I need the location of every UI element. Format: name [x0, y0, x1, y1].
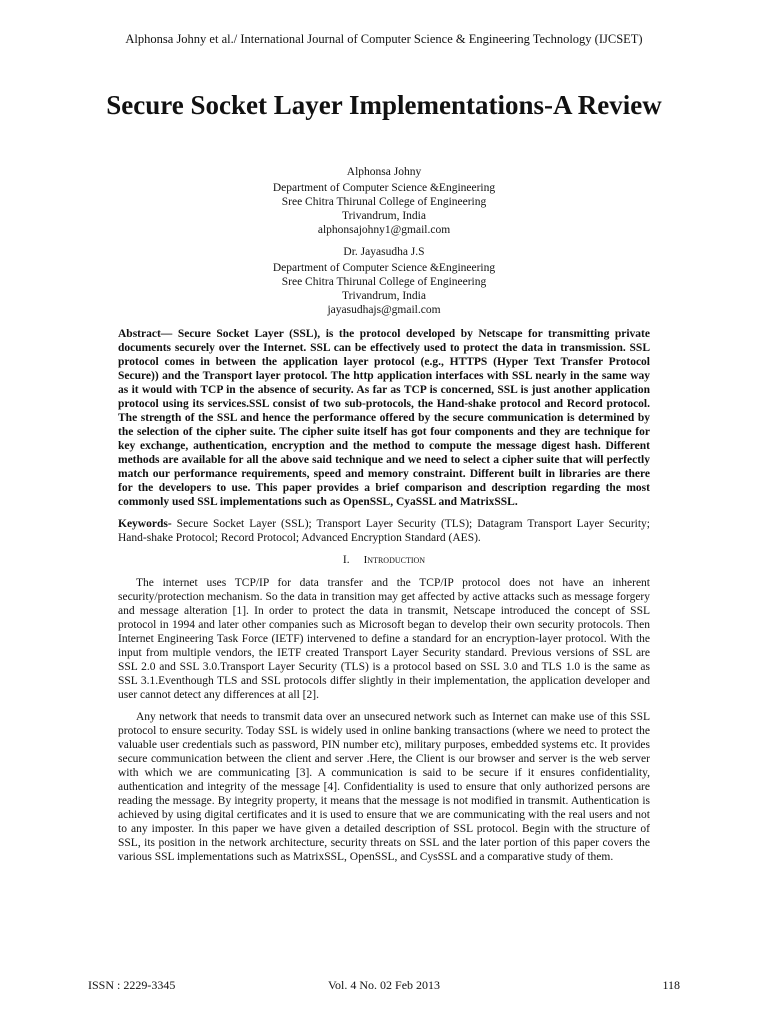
author-block	[160, 165, 608, 237]
author-department: Department of Computer Science &Engineering	[272, 182, 496, 194]
keywords	[118, 517, 650, 545]
author-email: jayasudhajs@gmail.com	[327, 304, 441, 316]
section-title: Introduction	[363, 554, 426, 566]
author-block	[160, 245, 608, 317]
author-college: Sree Chitra Thirunal College of Engineering	[281, 276, 487, 288]
section-number: I.	[342, 554, 350, 566]
keywords-label: Keywords-	[118, 518, 172, 530]
author-location: Trivandrum, India	[342, 210, 426, 222]
author-name: Alphonsa Johny	[346, 166, 422, 178]
paper-body	[118, 327, 650, 872]
footer-issn: ISSN : 2229-3345	[88, 978, 176, 992]
author-name: Dr. Jayasudha J.S	[343, 246, 425, 258]
author-email: alphonsajohny1@gmail.com	[317, 224, 451, 236]
author-college: Sree Chitra Thirunal College of Engineering	[281, 196, 487, 208]
section-heading	[118, 553, 650, 567]
author-department: Department of Computer Science &Engineering	[272, 262, 496, 274]
paper-title: Secure Socket Layer Implementations-A Review	[106, 90, 662, 120]
intro-paragraph-1: The internet uses TCP/IP for data transfer and the TCP/IP protocol does not have an inherent security/protection mechanism. So the data in transition may get affected by active attacks such as message forgery and message alteration [1]. In order to protect the data in transmit, Netscape introduced the concept of SSL protocol in 1994 and later other companies such as Microsoft began to develop their own security protocols. Then Internet Engineering Task Force (IETF) intervened to define a standard for an encryption-layer protocol. With the input from multiple vendors, the IETF created Transport Layer Security standard. Previous versions of SSL are SSL 2.0 and SSL 3.0.Transport Layer Security (TLS) is a protocol based on SSL 3.0 and TLS 1.0 is the same as SSL 3.1.Eventhough TLS and SSL protocols differ slightly in their implementation, the application developer and user cannot detect any differences at all [2].	[118, 577, 650, 701]
abstract: Abstract— Secure Socket Layer (SSL), is the protocol developed by Netscape for transmitting private documents securely over the Internet. SSL can be effectively used to protect the data in transmission. SSL protocol comes in between the application layer protocol (e.g., HTTPS (Hyper Text Transfer Protocol Secure)) and the Transport layer protocol. The http application interfaces with SSL nearly in the same way as it would with TCP in the absence of security. As far as TCP is concerned, SSL is just another application protocol using its services.SSL consist of two sub-protocols, the Hand-shake protocol and Record protocol. The strength of the SSL and hence the performance offered by the secure communication is determined by the selection of the cipher suite. The cipher suite itself has got four components and they are technique for key exchange, authentication, encryption and the method to compute the message digest hash. Different methods are available for all the above said technique and we need to select a cipher suite that will perfectly match our performance requirements, speed and memory constraint. Different built in libraries are there for the developers to use. This paper provides a brief comparison and description regarding the most commonly used SSL implementations such as OpenSSL, CyaSSL and MatrixSSL.	[118, 328, 650, 508]
author-list	[160, 165, 608, 325]
running-header: Alphonsa Johny et al./ International Journal of Computer Science & Engineering Technology (IJCSET)	[125, 32, 643, 46]
footer-volume: Vol. 4 No. 02 Feb 2013	[327, 978, 441, 992]
intro-paragraph-2: Any network that needs to transmit data over an unsecured network such as Internet can make use of this SSL protocol to ensure security. Today SSL is widely used in online banking transactions (where we need to protect the valuable user credentials such as password, PIN number etc), military purposes, embedded systems etc. It provides secure communication between the client and server .Here, the Client is our browser and server is the web server with which we are communicating [3]. A communication is said to be secure if it ensures confidentiality, authentication and integrity of the message [4]. Confidentiality is used to ensure that only authorized persons are reading the message. By integrity property, it means that the message is not modified in transmit. Authentication is achieved by using digital certificates and it is used to ensure that we are communicating with the real users and not to any imposter. In this paper we have given a detailed description of SSL protocol. Begin with the structure of SSL, its position in the network architecture, security threats on SSL and the later portion of this paper covers the various SSL implementations such as MatrixSSL, OpenSSL, and CysSSL and a comparative study of them.	[118, 711, 650, 863]
keywords-text: Secure Socket Layer (SSL); Transport Layer Security (TLS); Datagram Transport Layer Security; Hand-shake Protocol; Record Protocol; Advanced Encryption Standard (AES).	[118, 518, 650, 544]
author-location: Trivandrum, India	[342, 290, 426, 302]
page-number: 118	[662, 978, 680, 992]
